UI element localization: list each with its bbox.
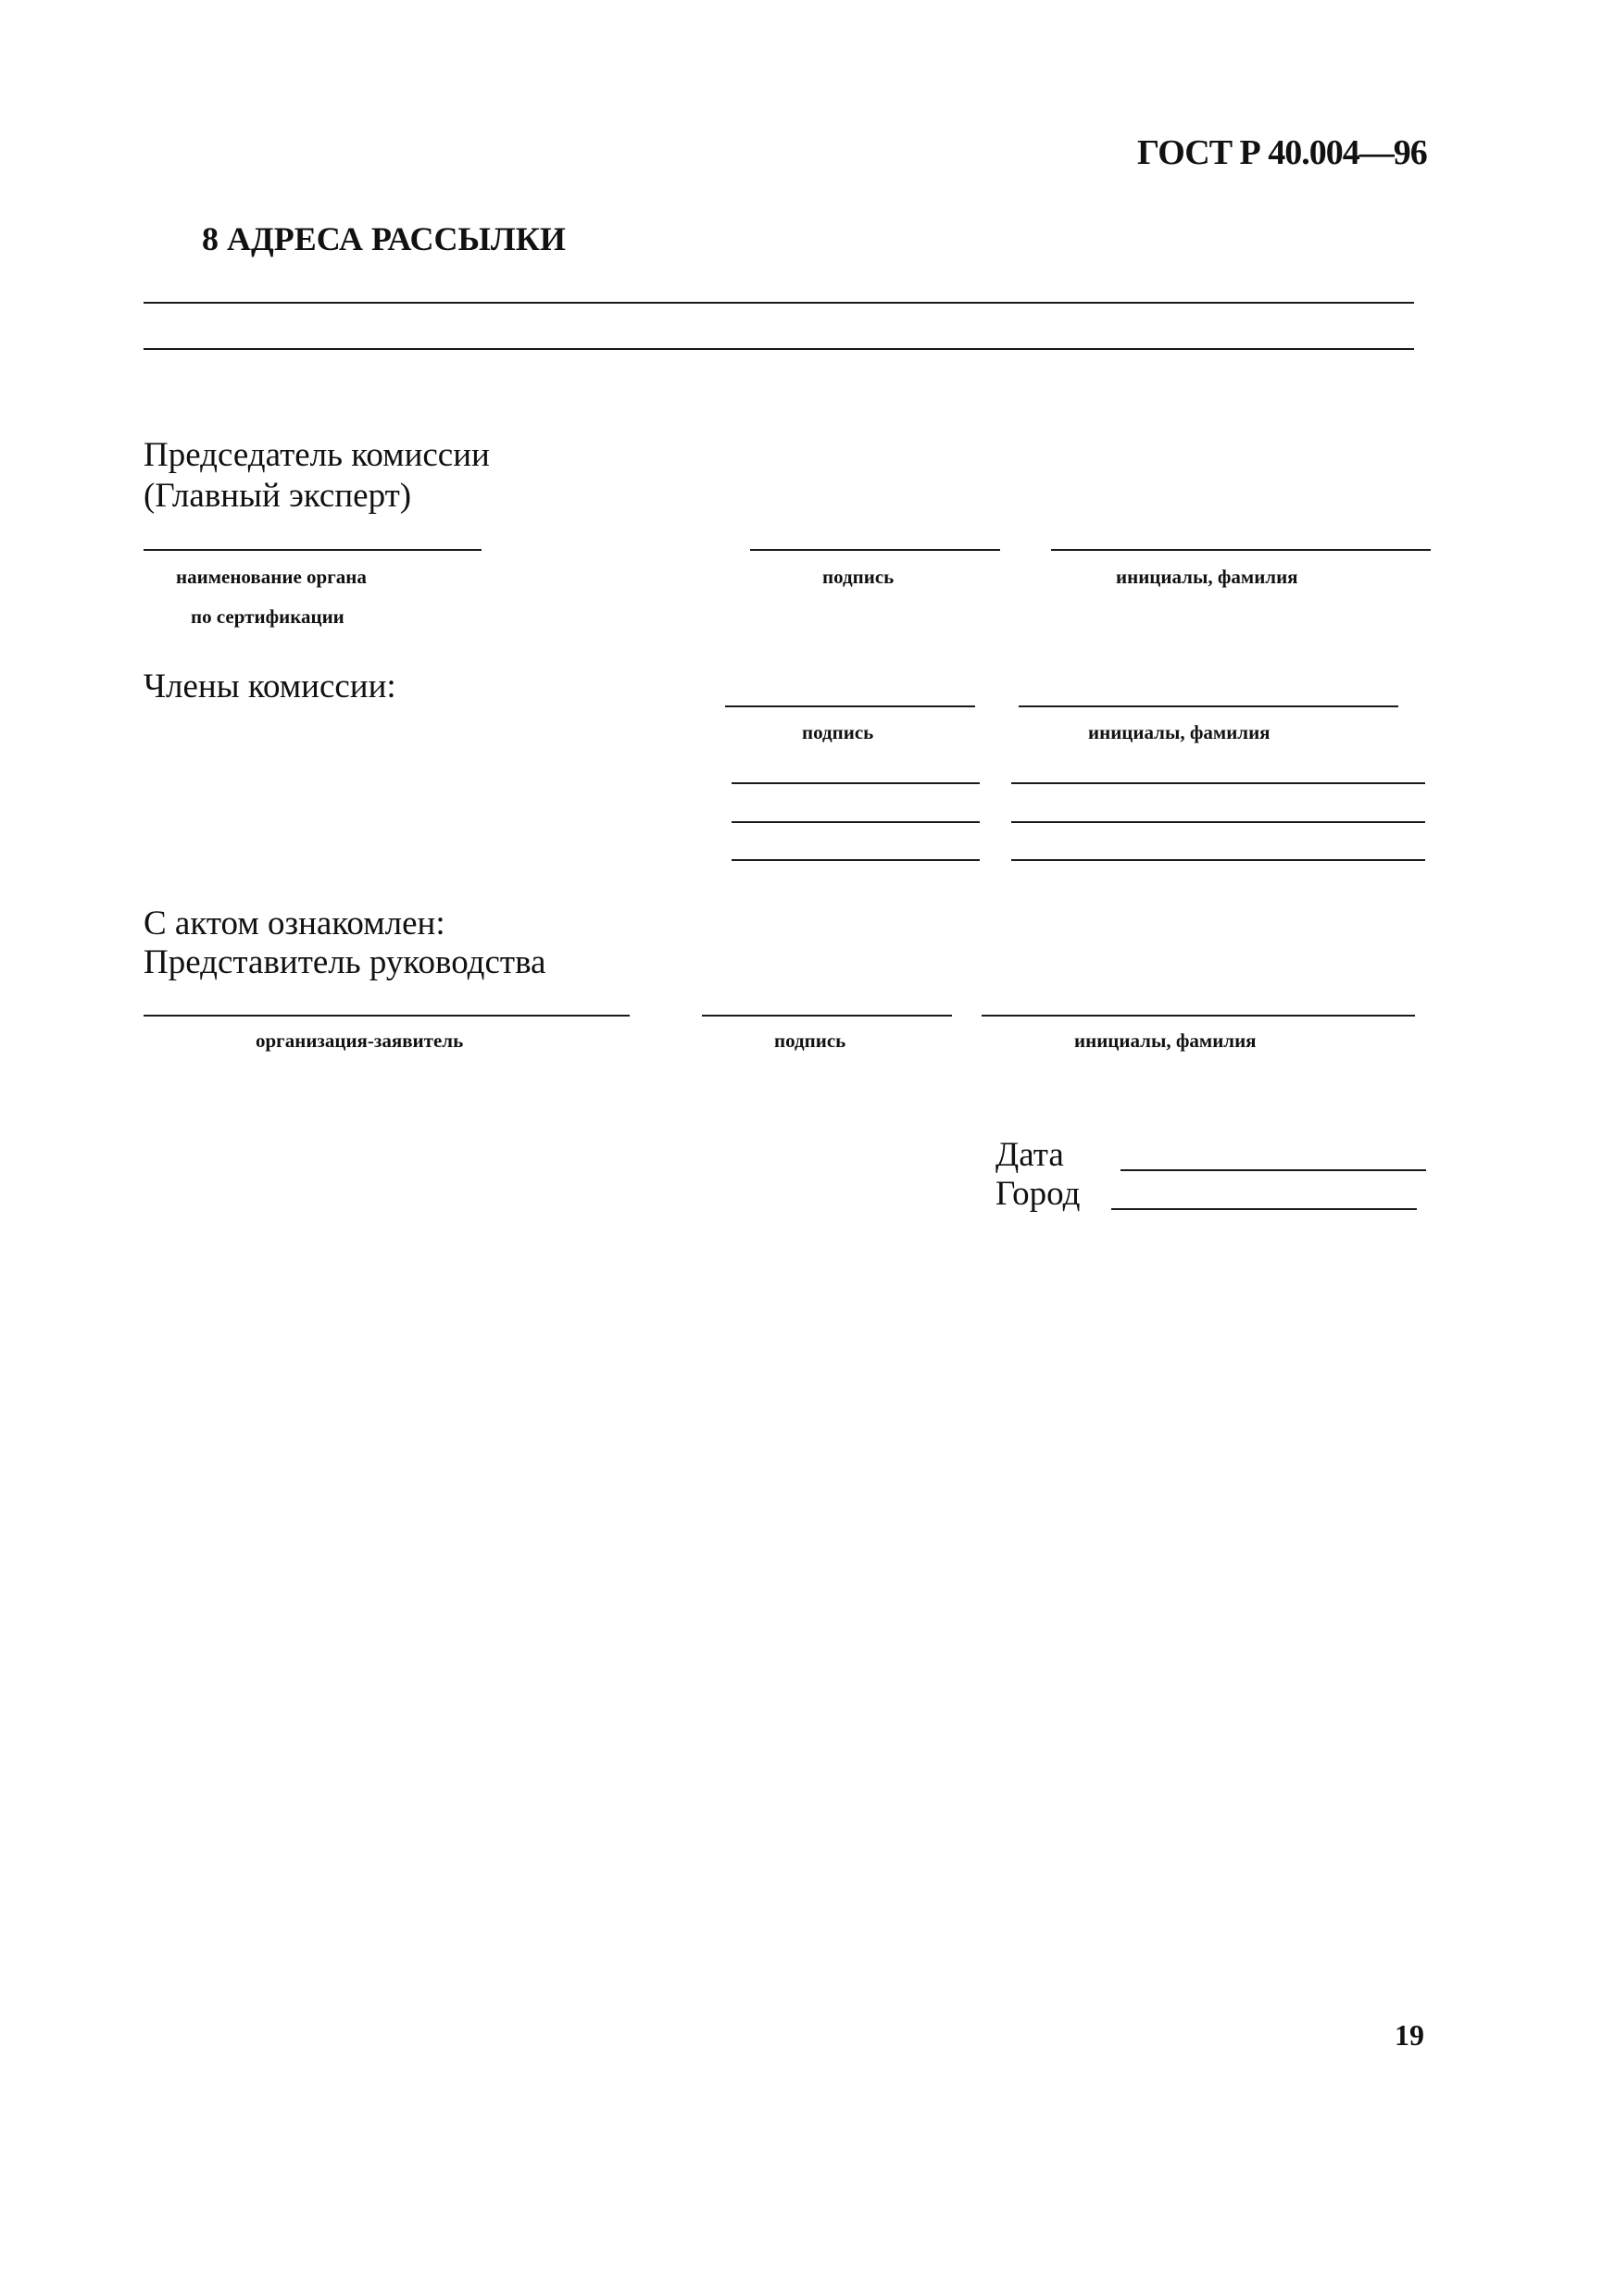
members-title: Члены комиссии: [144, 668, 396, 705]
member-2-signature-line[interactable] [732, 782, 980, 784]
applicant-name-caption: инициалы, фамилия [1074, 1029, 1257, 1052]
members-signature-caption: подпись [802, 721, 874, 743]
chairman-org-line[interactable] [144, 549, 482, 551]
member-3-name-line[interactable] [1011, 821, 1425, 823]
applicant-name-line[interactable] [982, 1015, 1415, 1017]
chairman-signature-line[interactable] [750, 549, 1000, 551]
member-4-name-line[interactable] [1011, 859, 1425, 861]
page-number: 19 [1395, 2018, 1424, 2052]
document-standard-number: ГОСТ Р 40.004—96 [1137, 133, 1427, 172]
member-1-name-line[interactable] [1019, 705, 1398, 707]
member-2-name-line[interactable] [1011, 782, 1425, 784]
chairman-subtitle: (Главный эксперт) [144, 477, 412, 515]
date-line[interactable] [1120, 1169, 1426, 1171]
members-name-caption: инициалы, фамилия [1088, 721, 1271, 743]
chairman-org-caption: наименование органа [176, 566, 367, 588]
chairman-name-caption: инициалы, фамилия [1116, 566, 1298, 588]
acquainted-subtitle: Представитель руководства [144, 943, 546, 981]
date-label: Дата [995, 1136, 1064, 1174]
acquainted-title: С актом ознакомлен: [144, 905, 445, 942]
chairman-title: Председатель комиссии [144, 436, 490, 474]
address-line-2[interactable] [144, 348, 1414, 350]
applicant-org-line[interactable] [144, 1015, 630, 1017]
city-line[interactable] [1111, 1208, 1417, 1210]
member-3-signature-line[interactable] [732, 821, 980, 823]
chairman-org-caption-2: по сертификации [191, 605, 344, 628]
city-label: Город [995, 1175, 1081, 1213]
chairman-signature-caption: подпись [822, 566, 895, 588]
section-title: 8 АДРЕСА РАССЫЛКИ [202, 220, 566, 257]
applicant-signature-caption: подпись [774, 1029, 846, 1052]
applicant-signature-line[interactable] [702, 1015, 952, 1017]
applicant-org-caption: организация-заявитель [256, 1029, 464, 1052]
address-line-1[interactable] [144, 302, 1414, 304]
member-4-signature-line[interactable] [732, 859, 980, 861]
chairman-name-line[interactable] [1051, 549, 1431, 551]
member-1-signature-line[interactable] [725, 705, 975, 707]
